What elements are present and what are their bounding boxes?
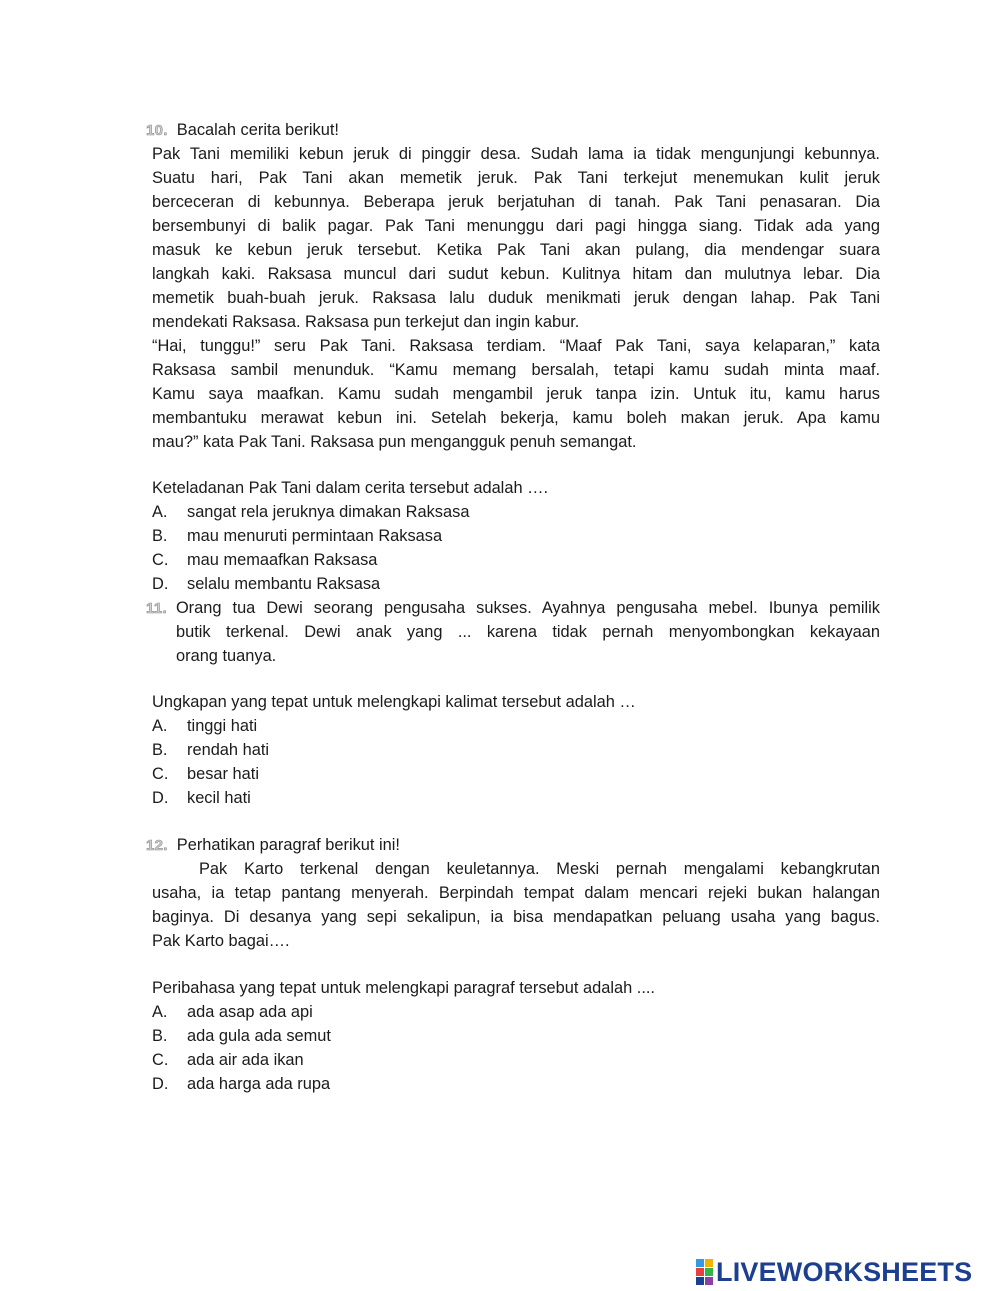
- option-letter: C.: [152, 551, 169, 569]
- q10-story-line: Kamu saya maafkan. Kamu sudah mengambil jeruk tanpa izin. Untuk itu, kamu harus: [152, 385, 880, 403]
- liveworksheets-logo[interactable]: [696, 1257, 972, 1287]
- q11-stem-line: butik terkenal. Dewi anak yang ... karena tidak pernah menyombongkan kekayaan: [176, 623, 880, 641]
- q12-option-c[interactable]: [152, 1048, 304, 1072]
- option-letter: C.: [152, 765, 169, 783]
- q11-stem-line: orang tuanya.: [176, 647, 277, 665]
- option-letter: A.: [152, 503, 168, 521]
- logo-block: [705, 1259, 713, 1267]
- option-letter: B.: [152, 1027, 168, 1045]
- logo-block: [696, 1277, 704, 1285]
- option-letter: D.: [152, 1075, 169, 1093]
- option-text: rendah hati: [187, 741, 270, 759]
- q12-question: Peribahasa yang tepat untuk melengkapi paragraf tersebut adalah ....: [152, 979, 655, 997]
- q12-paragraph-line: usaha, ia tetap pantang menyerah. Berpindah tempat dalam mencari rejeki bukan halangan: [152, 884, 880, 902]
- q10-option-d[interactable]: [152, 572, 380, 596]
- option-text: kecil hati: [187, 789, 251, 807]
- q10-story-line: langkah kaki. Raksasa muncul dari sudut kebun. Kulitnya hitam dan mulutnya lebar. Dia: [152, 265, 880, 283]
- q12-number: 12.: [146, 837, 168, 854]
- option-text: selalu membantu Raksasa: [187, 575, 381, 593]
- option-letter: A.: [152, 1003, 168, 1021]
- q12-instruction: Perhatikan paragraf berikut ini!: [176, 836, 400, 854]
- q12-paragraph-line: Pak Karto terkenal dengan keuletannya. Meski pernah mengalami kebangkrutan: [199, 860, 880, 878]
- q12-paragraph-line: baginya. Di desanya yang sepi sekalipun, ia bisa mendapatkan peluang usaha yang bagus.: [152, 908, 880, 926]
- q11-question: Ungkapan yang tepat untuk melengkapi kalimat tersebut adalah …: [152, 693, 636, 711]
- q10-heading: [146, 118, 880, 143]
- option-letter: C.: [152, 1051, 169, 1069]
- q10-story-line: Raksasa sambil menunduk. “Kamu memang bersalah, tetapi kamu sudah minta maaf.: [152, 361, 880, 379]
- q11-option-a[interactable]: [152, 714, 257, 738]
- q12-paragraph-line: Pak Karto bagai….: [152, 932, 290, 950]
- q10-number: 10.: [146, 122, 168, 139]
- logo-blocks-icon: [696, 1259, 713, 1285]
- q10-story-line: Suatu hari, Pak Tani akan memetik jeruk. Pak Tani terkejut menemukan kulit jeruk: [152, 169, 880, 187]
- option-letter: D.: [152, 789, 169, 807]
- q12-option-a[interactable]: [152, 1000, 313, 1024]
- q12-option-b[interactable]: [152, 1024, 331, 1048]
- q10-option-a[interactable]: [152, 500, 469, 524]
- q10-question: Keteladanan Pak Tani dalam cerita tersebut adalah ….: [152, 479, 549, 497]
- q11-option-b[interactable]: [152, 738, 269, 762]
- logo-block: [696, 1268, 704, 1276]
- q10-instruction: Bacalah cerita berikut!: [176, 121, 339, 139]
- q11-option-d[interactable]: [152, 786, 251, 810]
- q10-story-line: “Hai, tunggu!” seru Pak Tani. Raksasa terdiam. “Maaf Pak Tani, saya kelaparan,” kata: [152, 337, 880, 355]
- q10-story-line: berceceran di kebunnya. Beberapa jeruk berjatuhan di tanah. Pak Tani penasaran. Dia: [152, 193, 880, 211]
- q11-number: 11.: [146, 600, 167, 617]
- option-text: besar hati: [187, 765, 259, 783]
- q10-story-line: membantuku merawat kebun ini. Setelah bekerja, kamu boleh makan jeruk. Apa kamu: [152, 409, 880, 427]
- q10-story-line: masuk ke kebun jeruk tersebut. Ketika Pak Tani akan pulang, dia mendengar suara: [152, 241, 880, 259]
- logo-block: [696, 1259, 704, 1267]
- option-text: ada asap ada api: [187, 1003, 313, 1021]
- option-text: ada harga ada rupa: [187, 1075, 331, 1093]
- q10-story-line: bersembunyi di balik pagar. Pak Tani menunggu dari pagi hingga siang. Tidak ada yang: [152, 217, 880, 235]
- option-text: ada gula ada semut: [187, 1027, 331, 1045]
- q11-option-c[interactable]: [152, 762, 259, 786]
- q10-story-line: Pak Tani memiliki kebun jeruk di pinggir desa. Sudah lama ia tidak mengunjungi kebunnya.: [152, 145, 880, 163]
- q10-option-b[interactable]: [152, 524, 442, 548]
- q11-stem-first: [146, 596, 880, 621]
- option-letter: B.: [152, 527, 168, 545]
- q10-story-line: memetik buah-buah jeruk. Raksasa lalu duduk menikmati jeruk dengan lahap. Pak Tani: [152, 289, 880, 307]
- q11-stem-line: Orang tua Dewi seorang pengusaha sukses. Ayahnya pengusaha mebel. Ibunya pemilik: [175, 599, 880, 617]
- option-text: tinggi hati: [187, 717, 258, 735]
- q12-heading: [146, 833, 880, 858]
- option-text: sangat rela jeruknya dimakan Raksasa: [187, 503, 470, 521]
- logo-text: LIVEWORKSHEETS: [716, 1256, 973, 1287]
- option-letter: B.: [152, 741, 168, 759]
- option-letter: D.: [152, 575, 169, 593]
- logo-block: [705, 1277, 713, 1285]
- q10-story-line: mendekati Raksasa. Raksasa pun terkejut dan ingin kabur.: [152, 313, 580, 331]
- option-text: ada air ada ikan: [187, 1051, 304, 1069]
- option-letter: A.: [152, 717, 168, 735]
- option-text: mau memaafkan Raksasa: [187, 551, 378, 569]
- logo-block: [705, 1268, 713, 1276]
- option-text: mau menuruti permintaan Raksasa: [187, 527, 443, 545]
- q12-option-d[interactable]: [152, 1072, 330, 1096]
- q10-story-line: mau?” kata Pak Tani. Raksasa pun mengangguk penuh semangat.: [152, 433, 637, 451]
- q10-option-c[interactable]: [152, 548, 377, 572]
